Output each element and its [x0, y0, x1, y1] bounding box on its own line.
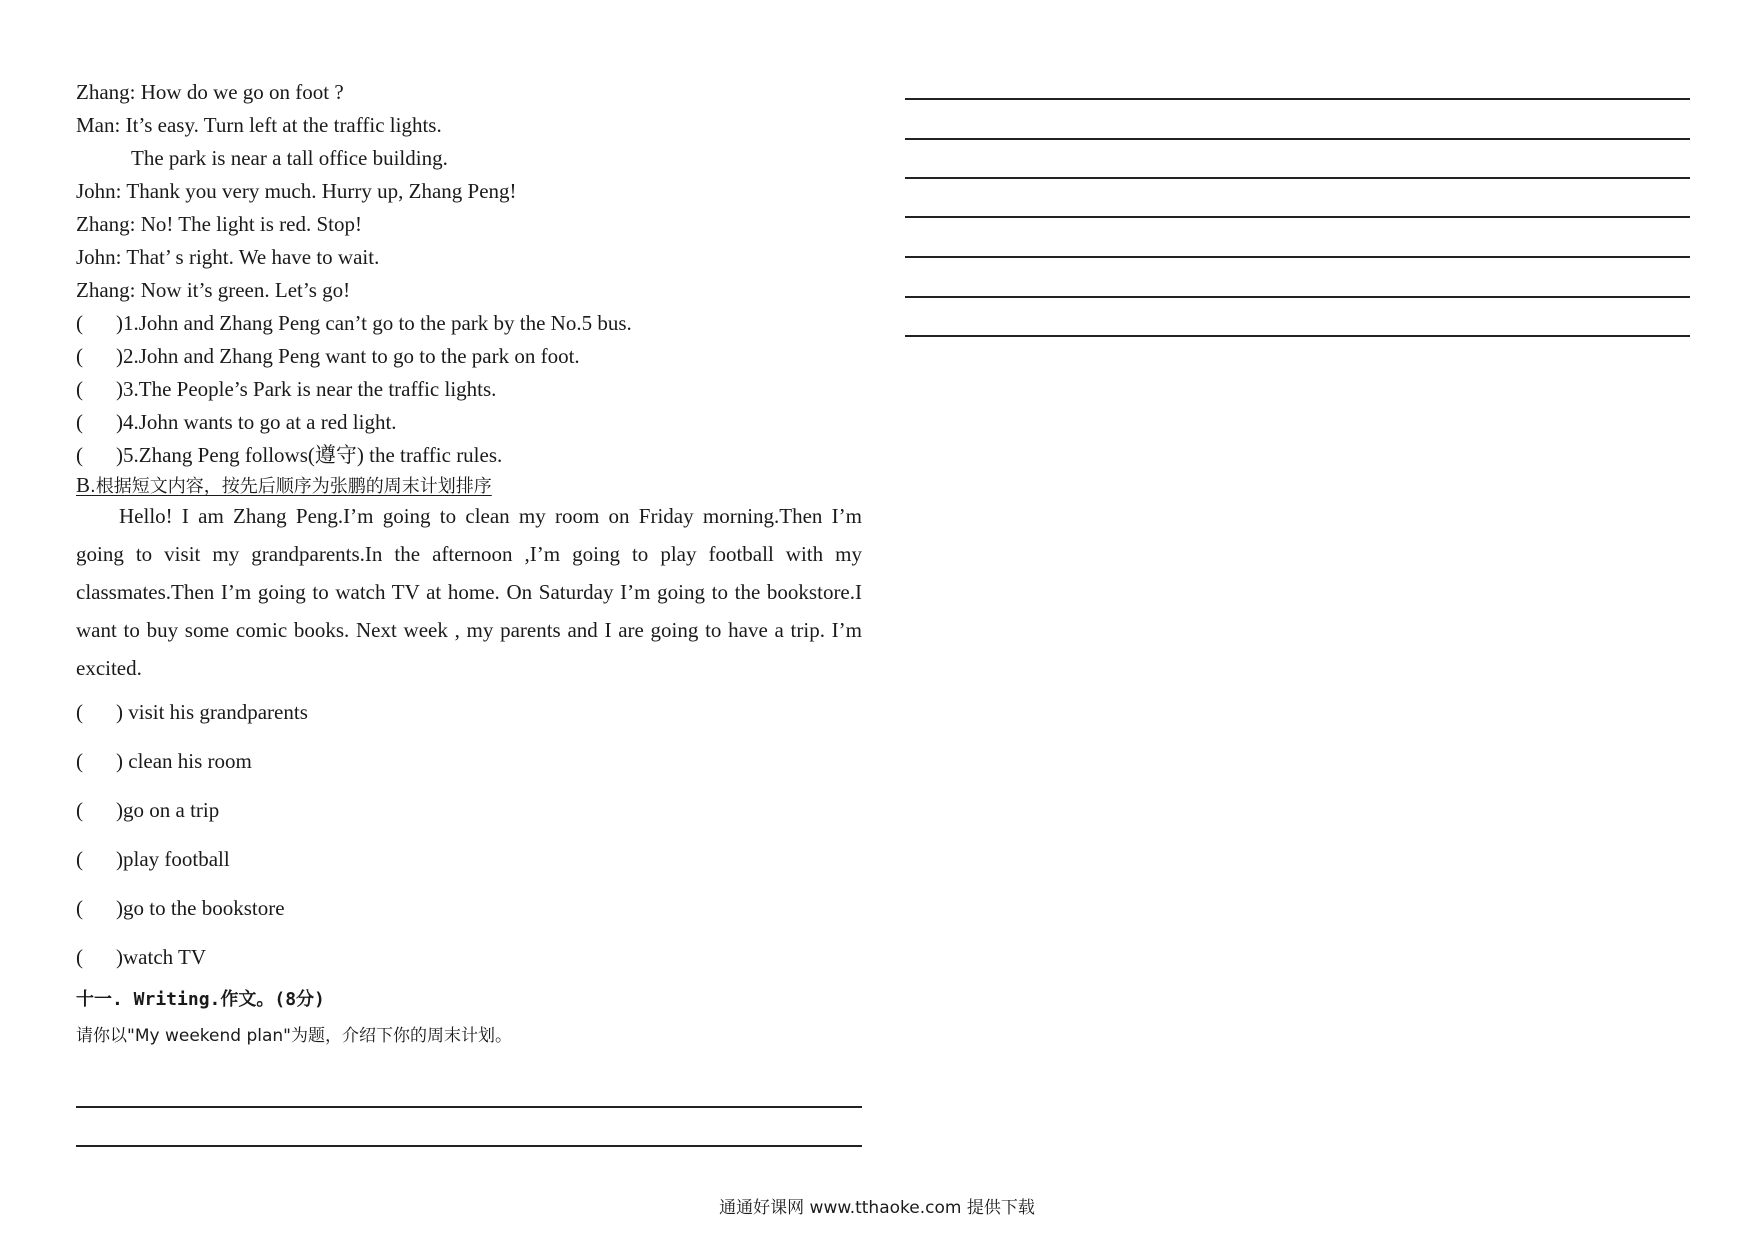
writing-line[interactable]: [76, 1145, 862, 1147]
ordering-item: [76, 845, 576, 894]
answer-blank[interactable]: (: [76, 749, 83, 773]
ordering-text: )go to the bookstore: [116, 896, 285, 920]
true-false-question: [76, 340, 862, 373]
answer-blank[interactable]: (: [76, 311, 83, 335]
answer-blank[interactable]: (: [76, 847, 83, 871]
ordering-list: [76, 698, 576, 992]
ordering-text: )go on a trip: [116, 798, 220, 822]
ordering-item: [76, 894, 576, 943]
question-text: )5.Zhang Peng follows(遵守) the traffic rules.: [116, 443, 503, 467]
dialogue-block: [76, 76, 862, 472]
dialogue-line: John: That’ s right. We have to wait.: [76, 245, 380, 269]
ordering-text: )watch TV: [116, 945, 206, 969]
answer-blank[interactable]: (: [76, 344, 83, 368]
writing-line[interactable]: [905, 98, 1690, 100]
reading-passage: Hello! I am Zhang Peng.I’m going to clean my room on Friday morning.Then I’m going to visit my grandparents.In the afternoon ,I’m going to play football with my classmates.Then I’m going to watch TV at home. On Saturday I’m going to the bookstore.I want to buy some comic books. Next week , my parents and I are going to have a trip. I’m excited.: [76, 504, 862, 680]
question-text: )3.The People’s Park is near the traffic lights.: [116, 377, 497, 401]
answer-blank[interactable]: (: [76, 896, 83, 920]
ordering-text: ) clean his room: [116, 749, 252, 773]
writing-line[interactable]: [905, 335, 1690, 337]
writing-heading: 十一. Writing.作文。(8分): [76, 989, 325, 1010]
dialogue-line: John: Thank you very much. Hurry up, Zhang Peng!: [76, 179, 517, 203]
question-text: )4.John wants to go at a red light.: [116, 410, 397, 434]
dialogue-line: Zhang: No! The light is red. Stop!: [76, 212, 362, 236]
answer-blank[interactable]: (: [76, 945, 83, 969]
answer-blank[interactable]: (: [76, 443, 83, 467]
dialogue-line: Zhang: How do we go on foot ?: [76, 80, 344, 104]
writing-prompt: 请你以"My weekend plan"为题，介绍下你的周末计划。: [76, 1026, 512, 1046]
writing-line[interactable]: [905, 256, 1690, 258]
true-false-question: [76, 307, 862, 340]
writing-line[interactable]: [905, 138, 1690, 140]
ordering-item: [76, 747, 576, 796]
section-b-heading: [76, 473, 862, 499]
answer-blank[interactable]: (: [76, 377, 83, 401]
answer-blank[interactable]: (: [76, 410, 83, 434]
question-text: )1.John and Zhang Peng can’t go to the park by the No.5 bus.: [116, 311, 632, 335]
writing-line[interactable]: [76, 1106, 862, 1108]
ordering-text: ) visit his grandparents: [116, 700, 308, 724]
writing-line[interactable]: [905, 216, 1690, 218]
footer-source: 通通好课网 www.tthaoke.com 提供下载: [719, 1198, 1035, 1218]
section-title: .根据短文内容，按先后顺序为张鹏的周末计划排序: [90, 476, 492, 497]
true-false-question: [76, 373, 862, 406]
dialogue-line: Zhang: Now it’s green. Let’s go!: [76, 278, 351, 302]
answer-blank[interactable]: (: [76, 798, 83, 822]
question-text: )2.John and Zhang Peng want to go to the park on foot.: [116, 344, 580, 368]
dialogue-line: The park is near a tall office building.: [131, 146, 448, 170]
section-letter: B: [76, 473, 91, 497]
ordering-text: )play football: [116, 847, 230, 871]
dialogue-line: Man: It’s easy. Turn left at the traffic lights.: [76, 113, 442, 137]
true-false-question: [76, 439, 862, 472]
ordering-item: [76, 796, 576, 845]
ordering-item: [76, 698, 576, 747]
answer-blank[interactable]: (: [76, 700, 83, 724]
writing-line[interactable]: [905, 296, 1690, 298]
true-false-question: [76, 406, 862, 439]
writing-line[interactable]: [905, 177, 1690, 179]
